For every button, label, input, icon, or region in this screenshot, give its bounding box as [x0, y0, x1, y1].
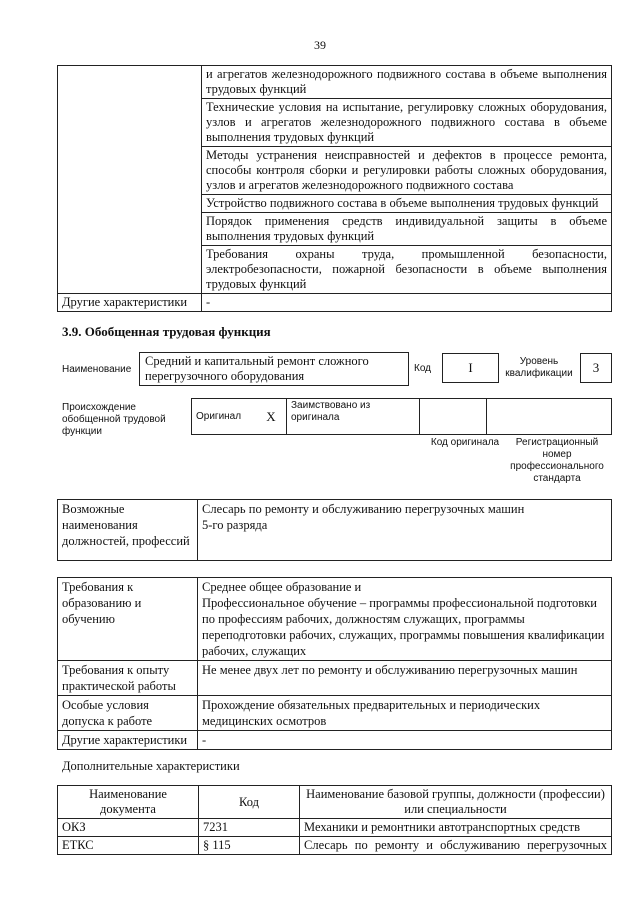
table-row [58, 819, 612, 837]
code-label: Код [414, 363, 432, 374]
table-row [58, 837, 612, 855]
experience-label: Требования к опыту практической работы [58, 661, 198, 696]
positions-line: 5-го разряда [202, 518, 268, 532]
table-row [58, 66, 612, 99]
origin-code-cell [420, 399, 487, 435]
name-label: Наименование [62, 364, 132, 375]
education-line: Среднее общее образование и [202, 580, 362, 594]
function-code-value: I [442, 353, 499, 383]
knowledge-item: Порядок применения средств индивидуальной защиты в объеме выполнения трудовых функций [202, 213, 612, 246]
education-value [198, 578, 612, 661]
knowledge-table [57, 65, 612, 312]
positions-value [198, 500, 612, 561]
admission-label: Особые условия допуска к работе [58, 696, 198, 731]
origin-label: Происхождение обобщенной трудовой функции [62, 402, 166, 437]
code-caption: Код оригинала [430, 437, 500, 448]
table-row [58, 661, 612, 696]
function-name-value: Средний и капитальный ремонт сложного перегрузочного оборудования [139, 352, 409, 386]
header-document: Наименование документа [58, 786, 199, 819]
original-mark: X [256, 399, 287, 435]
other-label: Другие характеристики [58, 731, 198, 750]
page-number: 39 [314, 38, 326, 52]
table-row [58, 731, 612, 750]
other-characteristics-label: Другие характеристики [58, 294, 202, 312]
table-row [58, 578, 612, 661]
origin-reg-cell [487, 399, 612, 435]
header-group: Наименование базовой группы, должности (профессии) или специальности [300, 786, 612, 819]
additional-title: Дополнительные характеристики [62, 759, 240, 773]
doc-cell: ОКЗ [58, 819, 199, 837]
table-row [58, 500, 612, 561]
knowledge-item: Методы устранения неисправностей и дефектов в процессе ремонта, способы контроля сборки и регулировки работы сложных оборудования, узлов и агрегатов железнодорожного подвижного состава [202, 147, 612, 195]
other-value: - [198, 731, 612, 750]
group-cell: Механики и ремонтники автотранспортных средств [300, 819, 612, 837]
education-line: Профессиональное обучение – программы профессиональной подготовки по профессиям рабочих, должностям служащих, программы переподготовки рабочих, служащих, программы повышения квалификации рабочих, служащих [202, 596, 605, 658]
knowledge-item: Технические условия на испытание, регулировку сложных оборудования, узлов и агрегатов железнодорожного подвижного состава в объеме выполнения трудовых функций [202, 99, 612, 147]
education-label: Требования к образованию и обучению [58, 578, 198, 661]
table-header-row [58, 786, 612, 819]
code-cell: 7231 [199, 819, 300, 837]
positions-label: Возможные наименования должностей, профессий [58, 500, 198, 561]
doc-cell: ЕТКС [58, 837, 199, 855]
requirements-table [57, 577, 612, 750]
group-cell: Слесарь по ремонту и обслуживанию перегрузочных [300, 837, 612, 855]
other-characteristics-value: - [202, 294, 612, 312]
knowledge-item: и агрегатов железнодорожного подвижного состава в объеме выполнения трудовых функций [202, 66, 612, 99]
header-code: Код [199, 786, 300, 819]
positions-line: Слесарь по ремонту и обслуживанию перегрузочных машин [202, 502, 525, 516]
original-label: Оригинал [192, 399, 257, 435]
knowledge-label-cell [58, 66, 202, 294]
experience-value: Не менее двух лет по ремонту и обслуживанию перегрузочных машин [198, 661, 612, 696]
table-row [58, 294, 612, 312]
admission-value: Прохождение обязательных предварительных и периодических медицинских осмотров [198, 696, 612, 731]
origin-table [191, 398, 612, 435]
level-value: 3 [580, 353, 612, 383]
code-cell: § 115 [199, 837, 300, 855]
table-row [192, 399, 612, 435]
knowledge-item: Устройство подвижного состава в объеме выполнения трудовых функций [202, 195, 612, 213]
borrowed-label: Заимствовано из оригинала [287, 399, 420, 435]
table-row [58, 696, 612, 731]
section-title: 3.9. Обобщенная трудовая функция [62, 324, 271, 339]
positions-table [57, 499, 612, 561]
knowledge-item: Требования охраны труда, промышленной безопасности, электробезопасности, пожарной безопасности в объеме выполнения трудовых функций [202, 246, 612, 294]
reg-caption: Регистрационный номер профессионального стандарта [510, 437, 604, 484]
additional-table [57, 785, 612, 855]
level-label: Уровень квалификации [505, 356, 573, 379]
